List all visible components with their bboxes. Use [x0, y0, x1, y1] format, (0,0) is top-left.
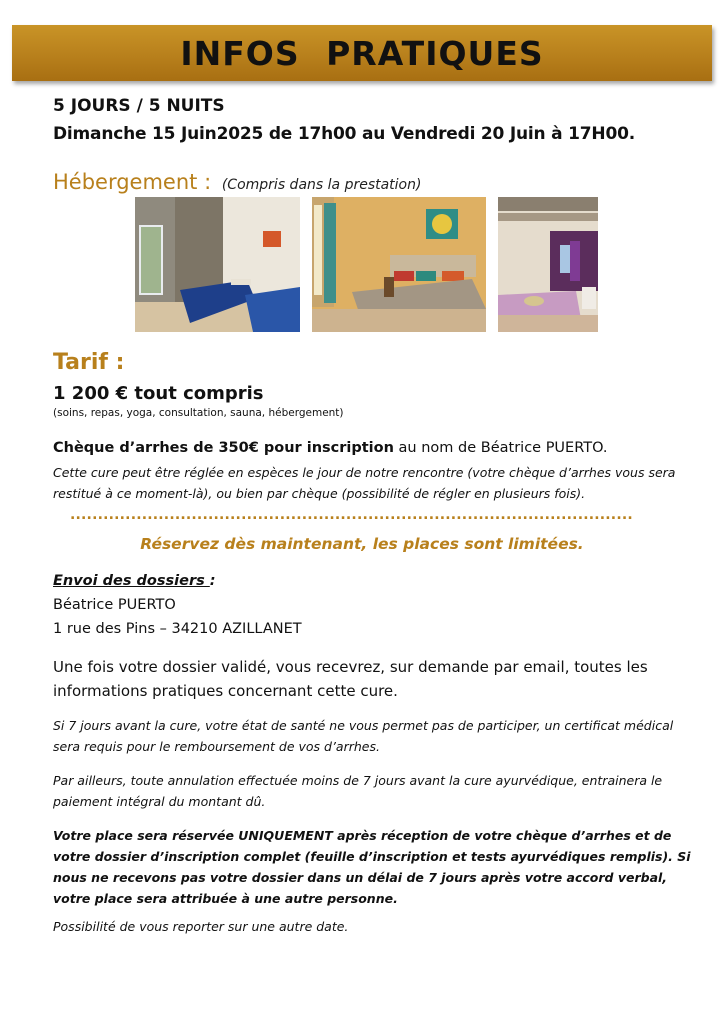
mailing-colon: :: [209, 573, 216, 589]
reschedule-note: Possibilité de vous reporter sur une autre date.: [53, 919, 349, 934]
room-photo-double: [312, 197, 486, 332]
reservation-rule-paragraph: Votre place sera réservée UNIQUEMENT après réception de votre chèque d’arrhes et de votre dossier d’inscription complet (feuille d’inscription et tests ayurvédiques remplis). Si nous ne recevons pas votre dossier dans un délai de 7 jours après votre accord verbal, votre place sera attribuée à une autre personne.: [53, 828, 691, 906]
duration: 5 JOURS / 5 NUITS: [53, 96, 225, 116]
deposit-payee: au nom de Béatrice PUERTO.: [393, 440, 608, 456]
reserve-now-callout: Réservez dès maintenant, les places sont limitées.: [140, 535, 584, 553]
page-title: INFOS PRATIQUES: [180, 33, 544, 73]
mailing-name: Béatrice PUERTO: [53, 597, 176, 613]
room-photo-twin: [135, 197, 300, 332]
payment-note: Cette cure peut être réglée en espèces le jour de notre rencontre (votre chèque d’arrhes vous sera restitué à ce moment-là), ou bien par chèque (possibilité de régler en plusieurs fois).: [53, 465, 676, 501]
validation-paragraph: Une fois votre dossier validé, vous recevrez, sur demande par email, toutes les informations pratiques concernant cette cure.: [53, 658, 648, 700]
cancellation-paragraph: Par ailleurs, toute annulation effectuée moins de 7 jours avant la cure ayurvédique, entrainera le paiement intégral du montant dû.: [53, 773, 663, 809]
deposit-line: [53, 440, 608, 456]
pricing-heading: Tarif :: [53, 350, 125, 375]
dates: Dimanche 15 Juin2025 de 17h00 au Vendredi 20 Juin à 17H00.: [53, 124, 635, 144]
accommodation-note: (Compris dans la prestation): [221, 177, 422, 193]
dotted-separator: ......................................................................................................: [70, 507, 633, 523]
mailing-label: Envoi des dossiers: [53, 573, 210, 589]
deposit-amount: Chèque d’arrhes de 350€ pour inscription: [53, 440, 394, 456]
room-photo-double-image: [312, 197, 486, 332]
room-photo-twin-image: [135, 197, 300, 332]
room-photo-single: [498, 197, 598, 332]
accommodation-label: Hébergement :: [53, 170, 212, 194]
price-includes: (soins, repas, yoga, consultation, sauna, hébergement): [53, 407, 344, 419]
price: 1 200 € tout compris: [53, 383, 264, 404]
mailing-heading: [53, 573, 216, 589]
room-photo-single-image: [498, 197, 598, 332]
health-paragraph: Si 7 jours avant la cure, votre état de santé ne vous permet pas de participer, un certificat médical sera requis pour le remboursement de vos d’arrhes.: [53, 718, 674, 754]
accommodation-heading: [53, 170, 421, 194]
title-banner: [12, 25, 712, 81]
mailing-address: 1 rue des Pins – 34210 AZILLANET: [53, 621, 302, 637]
